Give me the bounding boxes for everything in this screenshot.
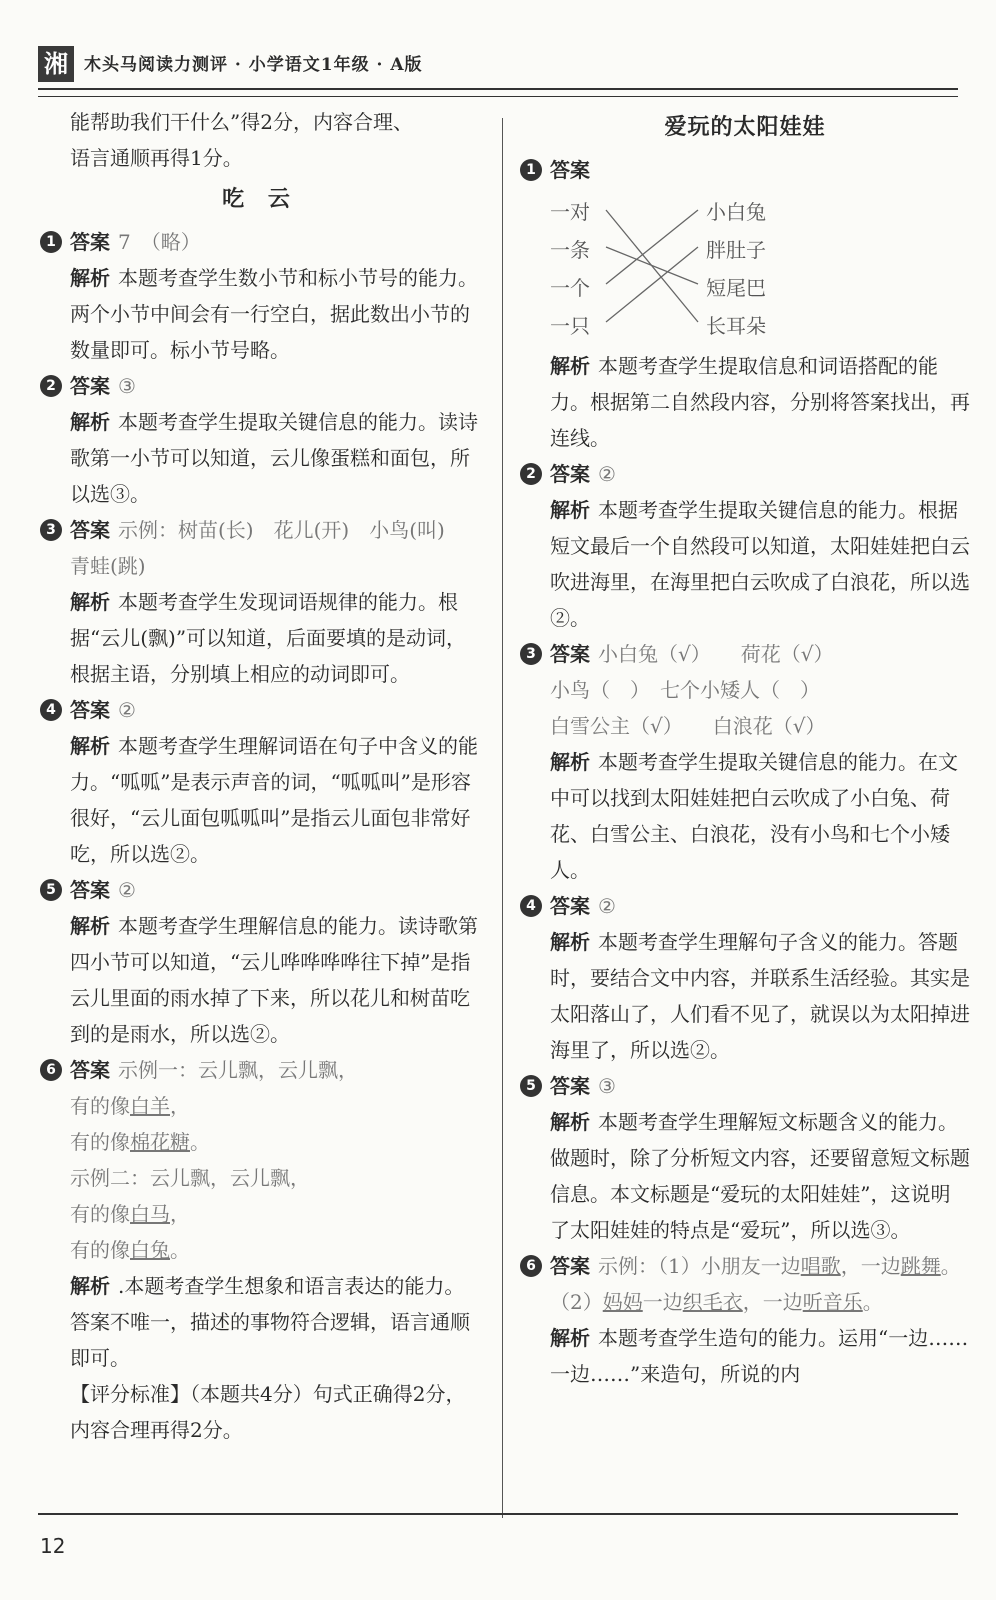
example-underlined: 棉花糖	[130, 1130, 190, 1154]
answer-label: 答案	[70, 698, 110, 722]
answer-label: 答案	[70, 878, 110, 902]
example-text: 有的像	[70, 1202, 130, 1226]
question-number: 2	[40, 375, 62, 397]
answer-line: 白雪公主（√） 白浪花（√）	[550, 714, 826, 738]
analysis-label: 解析	[70, 590, 110, 614]
example-text: 有的像	[70, 1238, 130, 1262]
column-divider	[502, 118, 503, 1518]
analysis-label: 解析	[550, 930, 590, 954]
example-underlined: 听音乐	[802, 1290, 863, 1314]
answer-label: 答案	[550, 1254, 590, 1278]
answer-label: 答案	[550, 894, 590, 918]
answer-label: 答案	[550, 462, 590, 486]
answer-label: 答案	[70, 518, 110, 542]
page-number: 12	[40, 1534, 66, 1558]
answer-label: 答案	[550, 158, 590, 182]
example-text: ，	[170, 1202, 190, 1226]
analysis-label: 解析	[550, 750, 590, 774]
left-column	[40, 104, 480, 1448]
intro-line-1: 能帮助我们干什么”得2分，内容合理、	[70, 110, 413, 134]
answer-text: ②	[598, 894, 616, 918]
example-text: ，一边	[840, 1254, 901, 1278]
answer-label: 答案	[70, 1058, 110, 1082]
question-number: 5	[40, 879, 62, 901]
analysis-label: 解析	[70, 734, 110, 758]
analysis-text: 本题考查学生发现词语规律的能力。根据“云儿(飘)”可以知道，后面要填的是动词，根据主语，分别填上相应的动词即可。	[70, 590, 467, 686]
example-text: 。	[170, 1238, 190, 1262]
analysis-label: 解析	[550, 498, 590, 522]
left-question-5	[40, 872, 480, 1052]
question-number: 6	[520, 1255, 542, 1277]
question-number: 2	[520, 463, 542, 485]
analysis-label: 解析	[70, 914, 110, 938]
question-number: 1	[520, 159, 542, 181]
analysis-label: 解析	[70, 1274, 110, 1298]
answer-text: ②	[598, 462, 616, 486]
answer-label: 答案	[70, 374, 110, 398]
example-text: 有的像	[70, 1130, 130, 1154]
right-question-1	[520, 152, 970, 188]
example-text: ，	[170, 1094, 190, 1118]
example-underlined: 唱歌	[800, 1254, 841, 1278]
example-text: 示例：（1）小朋友一边	[598, 1254, 801, 1278]
left-question-6	[40, 1052, 480, 1448]
noun-word: 短尾巴	[706, 276, 766, 300]
answer-text: ②	[118, 698, 136, 722]
analysis-text: 本题考查学生理解信息的能力。读诗歌第四小节可以知道，“云儿哗哗哗哗往下掉”是指云儿里面的雨水掉了下来，所以花儿和树苗吃到的是雨水，所以选②。	[70, 914, 478, 1046]
left-question-3	[40, 512, 480, 692]
analysis-text: 本题考查学生理解短文标题含义的能力。做题时，除了分析短文内容，还要留意短文标题信息。本文标题是“爱玩的太阳娃娃”，这说明了太阳娃娃的特点是“爱玩”，所以选③。	[550, 1110, 970, 1242]
analysis-label: 解析	[70, 266, 110, 290]
scoring-criteria: 【评分标准】（本题共4分）句式正确得2分，内容合理再得2分。	[70, 1382, 466, 1442]
question-number: 4	[40, 699, 62, 721]
measure-word: 一条	[550, 238, 590, 262]
noun-word: 小白兔	[706, 200, 766, 224]
example-underlined: 白马	[130, 1202, 170, 1226]
analysis-text: 本题考查学生理解句子含义的能力。答题时，要结合文中内容，并联系生活经验。其实是太阳落山了，人们看不见了，就误以为太阳掉进海里了，所以选②。	[550, 930, 970, 1062]
analysis-label: 解析	[70, 410, 110, 434]
measure-word: 一只	[550, 314, 590, 338]
example-text: 。	[190, 1130, 210, 1154]
right-question-5	[520, 1068, 970, 1248]
header-rule	[38, 88, 958, 97]
analysis-text: 本题考查学生提取关键信息的能力。在文中可以找到太阳娃娃把白云吹成了小白兔、荷花、白雪公主、白浪花，没有小鸟和七个小矮人。	[550, 750, 958, 882]
answer-text: 7 （略）	[118, 230, 201, 254]
footer-rule	[38, 1513, 958, 1519]
answer-text: ②	[118, 878, 136, 902]
intro-line-2: 语言通顺再得1分。	[70, 146, 243, 170]
question-number: 6	[40, 1059, 62, 1081]
answer-line: 小鸟（ ） 七个小矮人（ ）	[550, 678, 820, 702]
question-number: 4	[520, 895, 542, 917]
analysis-label: 解析	[550, 1110, 590, 1134]
measure-word: 一个	[550, 276, 590, 300]
example-text: 。（2）	[550, 1254, 961, 1314]
matching-diagram	[550, 192, 970, 342]
example-1-line: 示例一：云儿飘，云儿飘，	[118, 1058, 358, 1082]
right-question-3	[520, 636, 970, 888]
logo-badge: 湘	[38, 46, 74, 82]
answer-label: 答案	[70, 230, 110, 254]
example-underlined: 妈妈	[602, 1290, 643, 1314]
left-question-2	[40, 368, 480, 512]
example-text: ，一边	[742, 1290, 803, 1314]
right-question-2	[520, 456, 970, 636]
answer-text: ③	[118, 374, 136, 398]
analysis-label: 解析	[550, 354, 590, 378]
section-title-chiyun: 吃 云	[222, 187, 298, 212]
answer-label: 答案	[550, 1074, 590, 1098]
question-number: 3	[40, 519, 62, 541]
example-underlined: 跳舞	[900, 1254, 941, 1278]
analysis-text: 本题考查学生提取关键信息的能力。根据短文最后一个自然段可以知道，太阳娃娃把白云吹进海里，在海里把白云吹成了白浪花，所以选②。	[550, 498, 970, 630]
left-question-4	[40, 692, 480, 872]
question-number: 3	[520, 643, 542, 665]
analysis-text: 本题考查学生理解词语在句子中含义的能力。“呱呱”是表示声音的词，“呱呱叫”是形容很好，“云儿面包呱呱叫”是指云儿面包非常好吃，所以选②。	[70, 734, 478, 866]
analysis-text: 本题考查学生提取信息和词语搭配的能力。根据第二自然段内容，分别将答案找出，再连线。	[550, 354, 970, 450]
noun-word: 胖肚子	[706, 238, 766, 262]
question-number: 1	[40, 231, 62, 253]
answer-text: ③	[598, 1074, 616, 1098]
measure-word: 一对	[550, 200, 590, 224]
example-underlined: 白羊	[130, 1094, 170, 1118]
example-text: 有的像	[70, 1094, 130, 1118]
section-title-sun: 爱玩的太阳娃娃	[664, 115, 826, 140]
question-number: 5	[520, 1075, 542, 1097]
example-text: 。	[862, 1290, 883, 1314]
analysis-text: 本题考查学生提取关键信息的能力。读诗歌第一小节可以知道，云儿像蛋糕和面包，所以选③。	[70, 410, 478, 506]
analysis-text: 本题考查学生造句的能力。运用“一边……一边……”来造句，所说的内	[550, 1326, 969, 1386]
right-column	[520, 104, 970, 1392]
answer-text: 示例：树苗(长) 花儿(开) 小鸟(叫) 青蛙(跳)	[70, 518, 465, 578]
analysis-text: 本题考查学生数小节和标小节号的能力。两个小节中间会有一行空白，据此数出小节的数量即可。标小节号略。	[70, 266, 478, 362]
example-underlined: 白兔	[130, 1238, 170, 1262]
example-2-line: 示例二：云儿飘，云儿飘，	[70, 1166, 310, 1190]
example-text: 一边	[642, 1290, 683, 1314]
page-header	[38, 40, 958, 88]
answer-line: 小白兔（√） 荷花（√）	[598, 642, 834, 666]
book-title: 木头马阅读力测评 · 小学语文1年级 · A版	[84, 55, 423, 75]
left-question-1	[40, 224, 480, 368]
analysis-label: 解析	[550, 1326, 590, 1350]
right-question-4	[520, 888, 970, 1068]
noun-word: 长耳朵	[706, 314, 766, 338]
right-question-6	[520, 1248, 970, 1392]
answer-label: 答案	[550, 642, 590, 666]
analysis-text: .本题考查学生想象和语言表达的能力。答案不唯一，描述的事物符合逻辑，语言通顺即可。	[70, 1274, 470, 1370]
example-underlined: 织毛衣	[682, 1290, 743, 1314]
